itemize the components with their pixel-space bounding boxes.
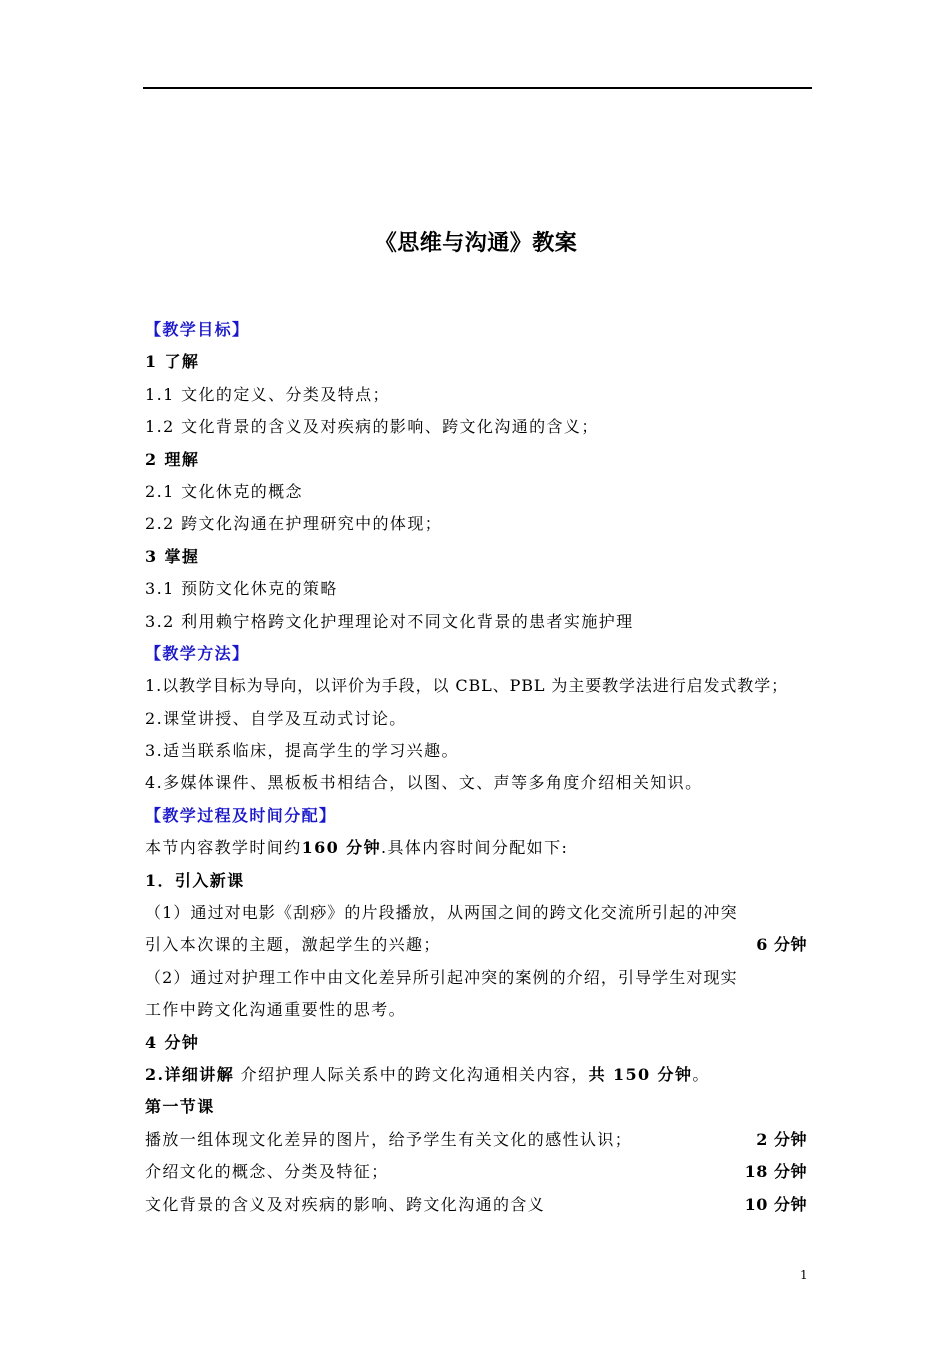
section-heading-methods: 【教学方法】 [145,643,250,663]
method-item: 1.以教学目标为导向，以评价为手段，以 CBL、PBL 为主要教学法进行启发式教学； [145,676,789,696]
goal-item: 3.1 预防文化休克的策略 [145,579,338,599]
header-rule [143,87,812,89]
step-detail-line [145,1059,815,1091]
step-intro-heading: 1．引入新课 [145,870,245,890]
step-detail-end: 。 [692,1064,710,1084]
lesson-heading: 第一节课 [145,1097,215,1117]
goal-master-heading: 3 掌握 [145,546,200,566]
step-item-line: （2）通过对护理工作中由文化差异所引起冲突的案例的介绍，引导学生对现实 [145,967,738,987]
lesson-item-time: 2 分钟 [756,1129,807,1149]
step-time: 4 分钟 [145,1032,200,1052]
method-item: 2.课堂讲授、自学及互动式讨论。 [145,708,407,728]
document-body [145,314,815,1221]
process-intro-text: 本节内容教学时间约 [145,838,302,858]
step-item-text: 引入本次课的主题，激起学生的兴趣； [145,935,441,955]
lesson-item-text: 播放一组体现文化差异的图片，给予学生有关文化的感性认识； [145,1129,633,1149]
step-item-line [145,929,815,961]
step-item-line: 工作中跨文化沟通重要性的思考。 [145,1000,407,1020]
section-heading-process: 【教学过程及时间分配】 [145,805,337,825]
step-item-line: （1）通过对电影《刮痧》的片段播放，从两国之间的跨文化交流所引起的冲突 [145,903,738,923]
lesson-item-time: 10 分钟 [744,1194,807,1214]
step-detail-total: 共 150 分钟 [588,1064,693,1084]
process-intro [145,832,815,864]
step-detail-label: 2.详细讲解 [145,1064,235,1084]
method-item: 4.多媒体课件、黑板板书相结合，以图、文、声等多角度介绍相关知识。 [145,773,703,793]
lesson-item [145,1124,815,1156]
page-number: 1 [800,1268,808,1282]
process-intro-suffix: .具体内容时间分配如下: [380,838,569,858]
step-time: 6 分钟 [756,935,807,955]
goal-comprehend-heading: 2 理解 [145,449,200,469]
lesson-item [145,1156,815,1188]
goal-item: 3.2 利用赖宁格跨文化护理理论对不同文化背景的患者实施护理 [145,611,634,631]
lesson-item-time: 18 分钟 [744,1162,807,1182]
section-heading-goals: 【教学目标】 [145,320,250,339]
goal-item: 1.2 文化背景的含义及对疾病的影响、跨文化沟通的含义； [145,417,599,437]
lesson-item [145,1189,815,1221]
process-total-time: 160 分钟 [301,838,381,858]
lesson-item-text: 文化背景的含义及对疾病的影响、跨文化沟通的含义 [145,1194,546,1214]
lesson-item-text: 介绍文化的概念、分类及特征； [145,1162,389,1182]
goal-item: 2.1 文化休克的概念 [145,481,303,501]
goal-understand-heading: 1 了解 [145,352,200,372]
method-item: 3.适当联系临床，提高学生的学习兴趣。 [145,741,459,761]
goal-item: 1.1 文化的定义、分类及特点； [145,384,390,404]
goal-item: 2.2 跨文化沟通在护理研究中的体现； [145,514,443,534]
step-detail-text: 介绍护理人际关系中的跨文化沟通相关内容， [234,1064,589,1084]
document-title: 《思维与沟通》教案 [374,230,578,256]
